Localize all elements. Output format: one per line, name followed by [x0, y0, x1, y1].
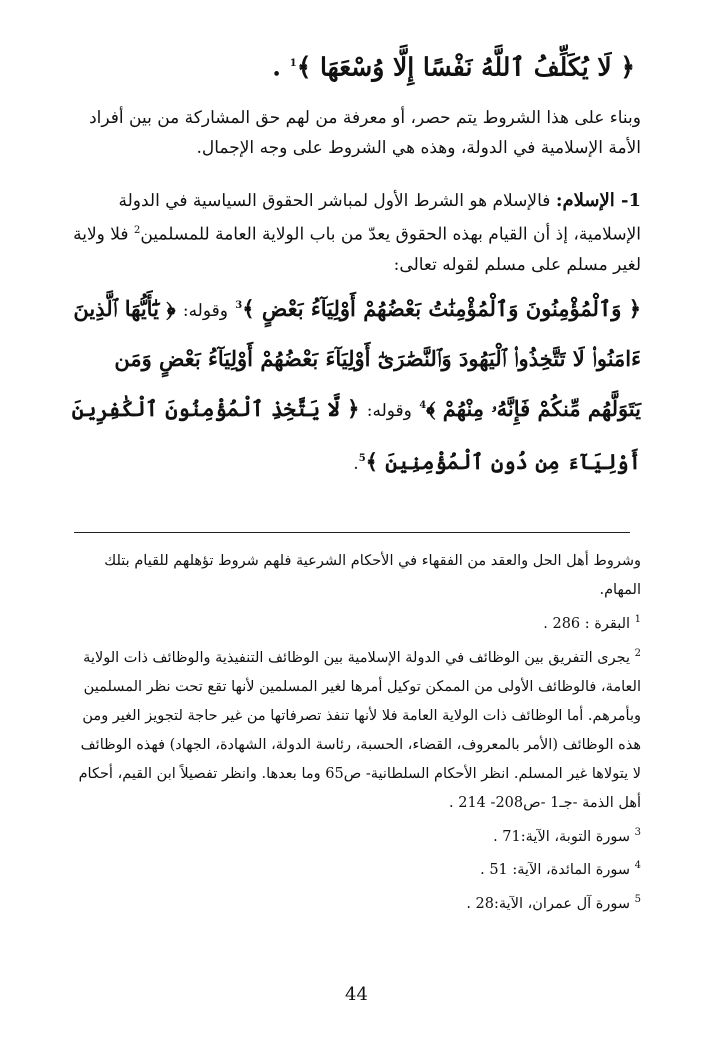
footnote-2: [71, 639, 641, 818]
verse-text: ﴿ لَا يُكَلِّفُ ٱللَّهُ نَفْسًا إِلَّا وُسْعَهَا ﴾: [296, 52, 635, 82]
connector-text-c: وقوله:: [182, 301, 228, 321]
footnote-mark: 4: [634, 860, 641, 872]
condition-heading: 1- الإسلام:: [555, 190, 641, 211]
footnote-1: [71, 605, 641, 639]
footnote-text: سورة آل عمران، الآية:28 .: [466, 896, 631, 913]
footnote-ref-4: 4: [419, 400, 427, 411]
condition-islam: [61, 186, 641, 280]
footnote-continuation: وشروط أهل الحل والعقد من الفقهاء في الأحكام الشرعية فلهم شروط تؤهلهم للقيام بتلك المهام.: [104, 553, 641, 598]
footnote-3: [71, 818, 641, 852]
footnote-mark: 5: [634, 894, 641, 906]
quran-verses-block: [61, 282, 641, 488]
footnote-4: [71, 851, 641, 885]
footnote-text: سورة التوبة، الآية:71 .: [493, 828, 631, 845]
verse-b: ﴿ يَٰٓأَيُّهَا ٱلَّذِينَ ءَامَنُوا۟ لَا تَتَّخِذُوا۟ ٱلْيَهُودَ وَٱلنَّصَٰرَىٰٓ أَوْلِيَآءَ بَعْضُهُمْ أَوْلِيَآءُ بَعْضٍ وَمَن يَتَوَلَّهُم مِّنكُمْ فَإِنَّهُۥ مِنْهُمْ ﴾: [73, 296, 641, 421]
footnote-mark: 2: [634, 647, 641, 659]
intro-paragraph: وبناء على هذا الشروط يتم حصر، أو معرفة من لهم حق المشاركة من بين أفراد الأمة الإسلامية في الدولة، وهذه هي الشروط على وجه الإجمال.: [89, 108, 641, 158]
page-number: 44: [345, 984, 368, 1005]
condition-text-b: فلا ولاية لغير مسلم على مسلم لقوله تعالى:: [73, 224, 641, 275]
verse-block-end: .: [353, 454, 359, 474]
condition-text-a: فالإسلام هو الشرط الأول لمباشر الحقوق السياسية في الدولة الإسلامية، إذ أن القيام بهذه الحقوق يعدّ من باب الولاية العامة للمسلمين: [118, 191, 641, 245]
footnote-ref-1: 1: [289, 58, 297, 69]
verse-a: ﴿ وَٱلْمُؤْمِنُونَ وَٱلْمُؤْمِنَٰتُ بَعْضُهُمْ أَوْلِيَآءُ بَعْضٍ ﴾: [242, 296, 641, 321]
verse-c: ﴿ لَّا يَتَّخِذِ ٱلْمُؤْمِنُونَ ٱلْكَٰفِرِينَ أَوْلِيَآءَ مِن دُونِ ٱلْمُؤْمِنِينَ ﴾: [71, 396, 641, 474]
footnote-ref-5: 5: [358, 453, 366, 464]
verse-end: .: [272, 52, 282, 82]
footnote-text: البقرة : 286 .: [543, 615, 631, 632]
quran-verse-top: [75, 44, 635, 87]
footnote-ref-3: 3: [235, 300, 243, 311]
footnote-mark: 3: [634, 826, 641, 838]
footnote-5: [71, 885, 641, 919]
footnote-ref-2: 2: [133, 225, 141, 236]
footnotes: [71, 547, 641, 919]
footnote-text: يجرى التفريق بين الوظائف في الدولة الإسلامية بين الوظائف التنفيذية والوظائف ذات الولاية العامة، فالوظائف الأولى من الممكن توكيل أمرها لغير المسلمين لأنها تقع تحت نظر المسلمين وبأمرهم. أما الوظائف ذات الولاية العامة فلا لأنها تنفذ تصرفاتها من غير حاجة لتجويز الغير ومن هذه الوظائف (الأمر بالمعروف، القضاء، الحسبة، رئاسة الدولة، الشهادة، الجهاد) فهذه الوظائف لا يتولاها غير المسلم. انظر الأحكام السلطانية- ص65 وما بعدها. وانظر تفصيلاً ابن القيم، أحكام أهل الذمة -جـ1 -ص208- 214 .: [78, 649, 641, 811]
connector-text-d: وقوله:: [366, 401, 412, 421]
footnote-separator: [74, 532, 630, 533]
footnote-text: سورة المائدة، الآية: 51 .: [480, 862, 631, 879]
footnote-mark: 1: [634, 614, 641, 625]
